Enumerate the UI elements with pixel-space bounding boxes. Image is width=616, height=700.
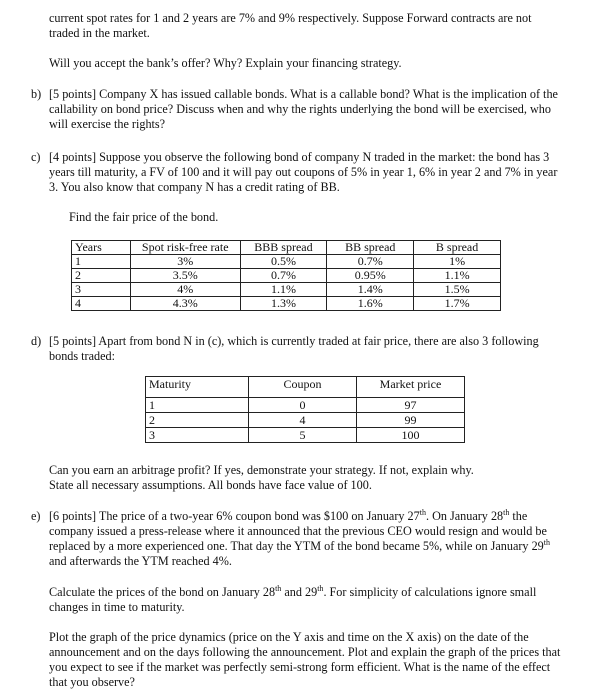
superscript-th: th [317, 583, 324, 593]
part-b-line-2: callability on bond price? Discuss when and why the rights underlying the bond will be exercised, who [49, 102, 551, 116]
table-header: BBB spread [240, 241, 327, 255]
part-d-line-1: [5 points] Apart from bond N in (c), which is currently traded at fair price, there are also 3 following [49, 334, 539, 348]
part-d-after-2: State all necessary assumptions. All bonds have face value of 100. [49, 478, 372, 492]
table-header: B spread [414, 241, 501, 255]
table-cell: 100 [356, 428, 464, 443]
table-header-row [146, 377, 465, 398]
table-header: Maturity [146, 377, 249, 398]
table-header: BB spread [327, 241, 414, 255]
part-e-plot-line-4: that you observe? [49, 675, 135, 689]
part-e-plot-line-3: you expect to see if the market was perfectly semi-strong form efficient. What is the name of the effect [49, 660, 551, 674]
table-cell: 1.5% [414, 283, 501, 297]
part-b-label: b) [31, 87, 42, 101]
part-d-after-1: Can you earn an arbitrage profit? If yes, demonstrate your strategy. If not, explain why. [49, 463, 474, 477]
table-cell: 0.95% [327, 269, 414, 283]
intro-line-1: current spot rates for 1 and 2 years are 7% and 9% respectively. Suppose Forward contracts are not [49, 11, 532, 25]
table-cell: 0.5% [240, 255, 327, 269]
part-c-prompt: Find the fair price of the bond. [69, 210, 219, 224]
part-e-line-3a: replaced by a more experienced one. That day the YTM of the bond became 5%, while on January 29 [49, 539, 544, 553]
table-cell: 4% [130, 283, 240, 297]
table-cell: 99 [356, 413, 464, 428]
table-header-row [72, 241, 501, 255]
intro-line-2: traded in the market. [49, 26, 150, 40]
part-e-plot-line-2: announcement and on the days following the announcement. Plot and explain the graph of the prices that [49, 645, 561, 659]
bonds-table [145, 376, 465, 443]
table-cell: 5 [248, 428, 356, 443]
part-e-line-1 [49, 509, 527, 524]
table-row [72, 283, 501, 297]
intro-question: Will you accept the bank’s offer? Why? Explain your financing strategy. [49, 56, 402, 70]
part-e-calc-b: and 29 [281, 585, 318, 599]
table-cell: 3 [72, 283, 131, 297]
part-e-line-1c: the [509, 509, 528, 523]
superscript-th: th [503, 507, 510, 517]
table-cell: 3 [146, 428, 249, 443]
table-cell: 1 [72, 255, 131, 269]
table-cell: 4 [248, 413, 356, 428]
table-row [72, 255, 501, 269]
table-cell: 0.7% [327, 255, 414, 269]
part-e-plot-line-1: Plot the graph of the price dynamics (price on the Y axis and time on the X axis) on the date of the [49, 630, 529, 644]
part-e-calc-c: . For simplicity of calculations ignore small [323, 585, 537, 599]
table-cell: 1.1% [240, 283, 327, 297]
table-cell: 97 [356, 398, 464, 413]
superscript-th: th [275, 583, 282, 593]
table-row [146, 398, 465, 413]
part-d-line-2: bonds traded: [49, 349, 116, 363]
part-e-line-3 [49, 539, 550, 554]
part-e-line-1b: . On January 28 [425, 509, 504, 523]
table-header: Coupon [248, 377, 356, 398]
table-cell: 1.1% [414, 269, 501, 283]
part-e-calc-a: Calculate the prices of the bond on January 28 [49, 585, 276, 599]
part-c-line-2: years till maturity, a FV of 100 and it will pay out coupons of 5% in year 1, 6% in year 2 and 7% in year [49, 165, 558, 179]
table-cell: 2 [146, 413, 249, 428]
part-e-line-1a: [6 points] The price of a two-year 6% coupon bond was $100 on January 27 [49, 509, 420, 523]
part-e-calc-line-1 [49, 585, 536, 600]
part-d-label: d) [31, 334, 42, 348]
table-header: Years [72, 241, 131, 255]
table-row [146, 413, 465, 428]
table-cell: 3.5% [130, 269, 240, 283]
superscript-th: th [543, 537, 550, 547]
table-header: Spot risk-free rate [130, 241, 240, 255]
table-cell: 1 [146, 398, 249, 413]
table-cell: 0 [248, 398, 356, 413]
table-row [72, 297, 501, 311]
part-c-line-1: [4 points] Suppose you observe the following bond of company N traded in the market: the bond has 3 [49, 150, 550, 164]
part-c-line-3: 3. You also know that company N has a credit rating of BB. [49, 180, 340, 194]
table-cell: 0.7% [240, 269, 327, 283]
part-b-line-1: [5 points] Company X has issued callable bonds. What is a callable bond? What is the implication of the [49, 87, 558, 101]
table-cell: 1% [414, 255, 501, 269]
part-b-line-3: will exercise the rights? [49, 117, 166, 131]
part-e-line-4: and afterwards the YTM reached 4%. [49, 554, 232, 568]
part-e-calc-line-2: changes in time to maturity. [49, 600, 185, 614]
table-cell: 4 [72, 297, 131, 311]
table-header: Market price [356, 377, 464, 398]
part-c-label: c) [31, 150, 41, 164]
table-cell: 1.7% [414, 297, 501, 311]
table-row [72, 269, 501, 283]
part-e-line-2: company issued a press-release where it announced that the previous CEO would resign and would be [49, 524, 547, 538]
table-cell: 1.3% [240, 297, 327, 311]
table-cell: 1.4% [327, 283, 414, 297]
superscript-th: th [419, 507, 426, 517]
table-row [146, 428, 465, 443]
table-cell: 4.3% [130, 297, 240, 311]
table-cell: 2 [72, 269, 131, 283]
table-cell: 1.6% [327, 297, 414, 311]
part-e-label: e) [31, 509, 41, 523]
spread-table [71, 240, 501, 311]
table-cell: 3% [130, 255, 240, 269]
